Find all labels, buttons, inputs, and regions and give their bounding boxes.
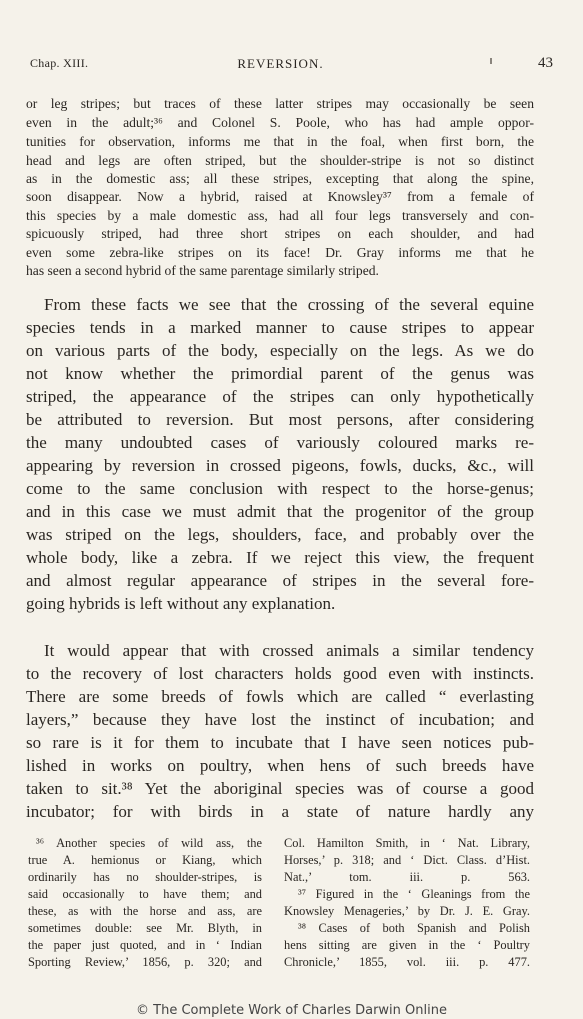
copyright-notice: © The Complete Work of Charles Darwin Online xyxy=(136,1003,447,1018)
text-line: lished in works on poultry, when hens of such breeds have xyxy=(26,756,534,775)
footnote-36-line: Horses,’ p. 318; and ‘ Dict. Class. d’Hist. xyxy=(284,853,530,867)
footnote-37-line: Knowsley Menageries,’ by Dr. J. E. Gray. xyxy=(284,904,530,918)
footnote-38-line: Chronicle,’ 1855, vol. iii. p. 477. xyxy=(284,955,530,969)
text-line: going hybrids is left without any explanation. xyxy=(26,594,336,613)
text-line: From these facts we see that the crossing of the several equine xyxy=(44,295,534,314)
text-line: as in the domestic ass; all these stripes, excepting that along the spine, xyxy=(26,171,534,186)
footnote-38-line: ³⁸ Cases of both Spanish and Polish xyxy=(298,921,530,935)
running-title: REVERSION. xyxy=(237,56,324,71)
running-header xyxy=(30,55,553,76)
text-line: the many undoubted cases of variously coloured marks re- xyxy=(26,433,534,452)
text-line: striped, the appearance of the stripes can only hypothetically xyxy=(26,387,534,406)
text-line: layers,” because they have lost the instinct of incubation; and xyxy=(26,710,534,729)
text-line: head and legs are often striped, but the shoulder-stripe is not so distinct xyxy=(26,153,534,168)
text-line: and in this case we must admit that the progenitor of the group xyxy=(26,502,534,521)
text-line: even some zebra-like stripes on its face! Dr. Gray informs me that he xyxy=(26,245,534,260)
footnote-36-line: Sporting Review,’ 1856, p. 320; and xyxy=(28,955,262,969)
footnote-36-line: ³⁶ Another species of wild ass, the xyxy=(36,836,262,850)
footnote-36-line: said occasionally to have them; and xyxy=(28,887,262,901)
footnote-36-line: these, as with the horse and ass, are xyxy=(28,904,262,918)
footnote-36-line: Col. Hamilton Smith, in ‘ Nat. Library, xyxy=(284,836,530,850)
text-line: to the recovery of lost characters holds good even with instincts. xyxy=(26,664,534,683)
text-line: appearing by reversion in crossed pigeons, fowls, ducks, &c., will xyxy=(26,456,534,475)
footnote-36-line: true A. hemionus or Kiang, which xyxy=(28,853,262,867)
text-line: on various parts of the body, especially on the legs. As we do xyxy=(26,341,534,360)
text-line: not know whether the primordial parent of the genus was xyxy=(26,364,534,383)
text-line: so rare is it for them to incubate that I have seen notices pub- xyxy=(26,733,534,752)
text-line: come to the same conclusion with respect to the horse-genus; xyxy=(26,479,534,498)
text-line: even in the adult;³⁶ and Colonel S. Poole, who has had ample oppor- xyxy=(26,115,534,130)
text-line: this species by a male domestic ass, had all four legs transversely and con- xyxy=(26,208,534,223)
text-line: has seen a second hybrid of the same parentage similarly striped. xyxy=(26,263,379,278)
footnote-38-line: hens sitting are given in the ‘ Poultry xyxy=(284,938,530,952)
text-line: incubator; for with birds in a state of nature hardly any xyxy=(26,802,534,821)
footnote-36-line: Nat.,’ tom. iii. p. 563. xyxy=(284,870,530,884)
chapter-label: Chap. XIII. xyxy=(30,56,89,70)
page-number: 43 xyxy=(538,55,553,71)
text-line: There are some breeds of fowls which are called “ everlasting xyxy=(26,687,534,706)
text-line: be attributed to reversion. But most persons, after considering xyxy=(26,410,534,429)
print-mark xyxy=(490,58,492,64)
text-line: species tends in a marked manner to cause stripes to appear xyxy=(26,318,534,337)
footnote-36-line: the paper just quoted, and in ‘ Indian xyxy=(28,938,262,952)
text-line: soon disappear. Now a hybrid, raised at Knowsley³⁷ from a female of xyxy=(26,189,534,204)
text-line: It would appear that with crossed animals a similar tendency xyxy=(44,641,534,660)
text-line: or leg stripes; but traces of these latter stripes may occasionally be seen xyxy=(26,96,534,111)
text-line: taken to sit.³⁸ Yet the aboriginal species was of course a good xyxy=(26,779,534,798)
footnote-36-line: ordinarily has no shoulder-stripes, is xyxy=(28,870,262,884)
text-line: and almost regular appearance of stripes in the several fore- xyxy=(26,571,534,590)
footnote-36-line: sometimes double: see Mr. Blyth, in xyxy=(28,921,262,935)
text-line: whole body, like a zebra. If we reject this view, the frequent xyxy=(26,548,534,567)
text-line: tunities for observation, informs me that in the foal, when first born, the xyxy=(26,134,534,149)
footnote-37-line: ³⁷ Figured in the ‘ Gleanings from the xyxy=(298,887,530,901)
text-line: was striped on the legs, shoulders, face, and probably over the xyxy=(26,525,534,544)
text-line: spicuously striped, had three short stripes on each shoulder, and had xyxy=(26,226,534,241)
